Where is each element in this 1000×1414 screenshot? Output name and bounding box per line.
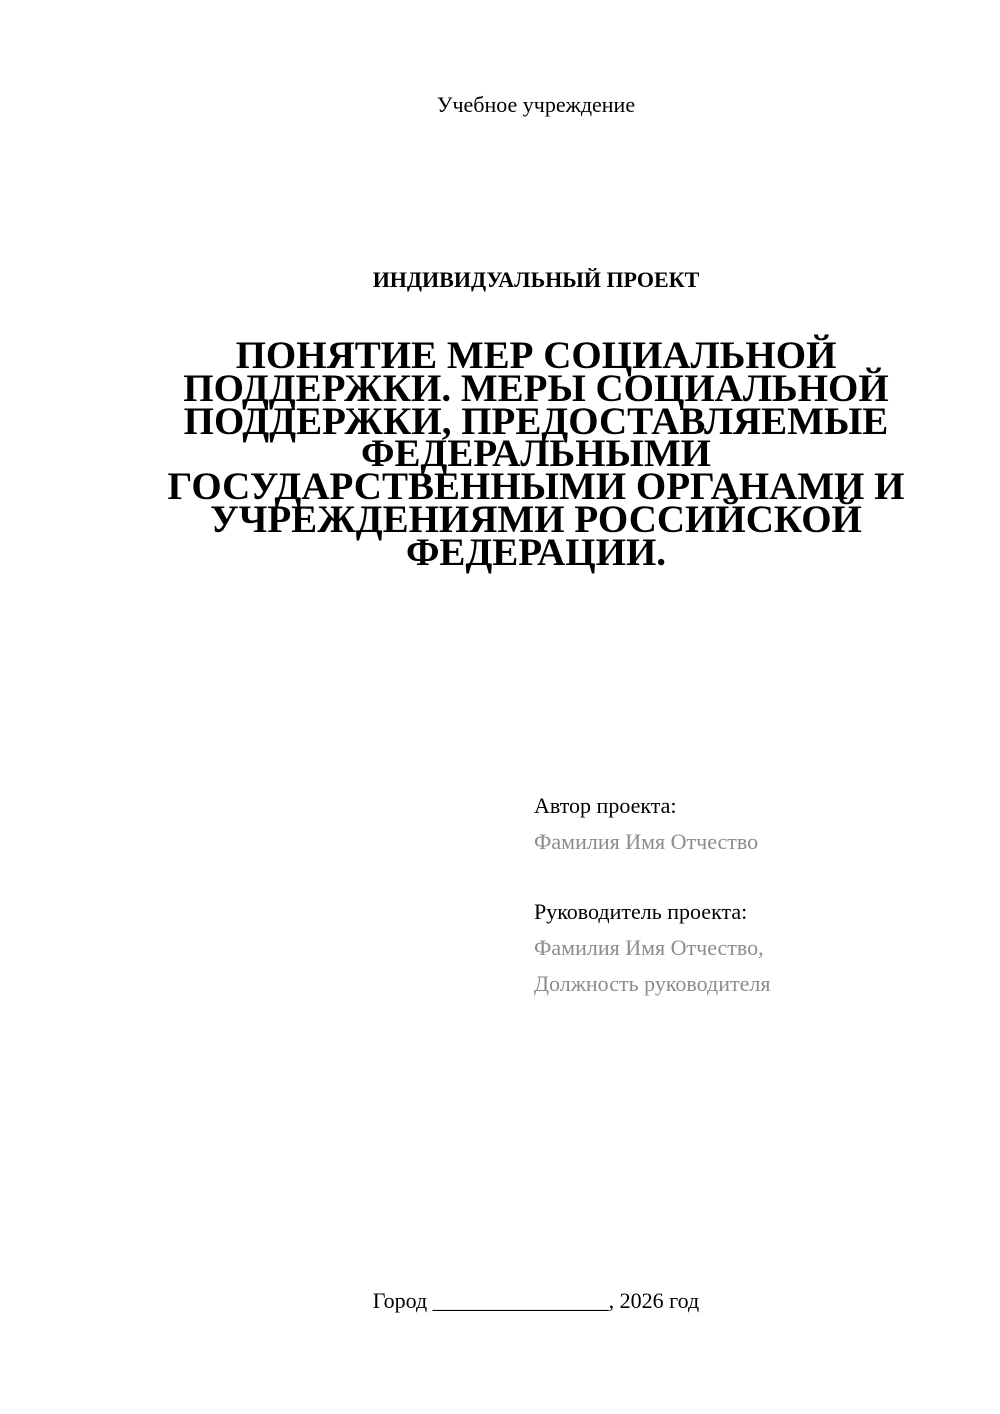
title-line: ГОСУДАРСТВЕННЫМИ ОРГАНАМИ И xyxy=(167,465,905,508)
credits-spacer xyxy=(534,860,770,894)
title-line: ПОНЯТИЕ МЕР СОЦИАЛЬНОЙ xyxy=(235,334,837,377)
institution-name: Учебное учреждение xyxy=(436,92,636,117)
title-line: ФЕДЕРАЦИИ. xyxy=(405,530,667,574)
supervisor-position: Должность руководителя xyxy=(534,971,771,996)
author-name: Фамилия Имя Отчество xyxy=(534,829,759,854)
city-year-footer: Город ________________, 2026 год xyxy=(372,1288,700,1313)
document-type: ИНДИВИДУАЛЬНЫЙ ПРОЕКТ xyxy=(372,267,700,292)
project-title xyxy=(150,334,922,574)
author-label: Автор проекта: xyxy=(534,793,677,818)
title-line: УЧРЕЖДЕНИЯМИ РОССИЙСКОЙ xyxy=(210,497,862,541)
project-credits xyxy=(534,788,770,1002)
supervisor-label: Руководитель проекта: xyxy=(534,899,748,924)
title-line: ФЕДЕРАЛЬНЫМИ xyxy=(361,432,711,476)
title-line: ПОДДЕРЖКИ. МЕРЫ СОЦИАЛЬНОЙ xyxy=(183,366,889,410)
title-line: ПОДДЕРЖКИ, ПРЕДОСТАВЛЯЕМЫЕ xyxy=(183,399,889,443)
supervisor-name: Фамилия Имя Отчество, xyxy=(534,935,764,960)
